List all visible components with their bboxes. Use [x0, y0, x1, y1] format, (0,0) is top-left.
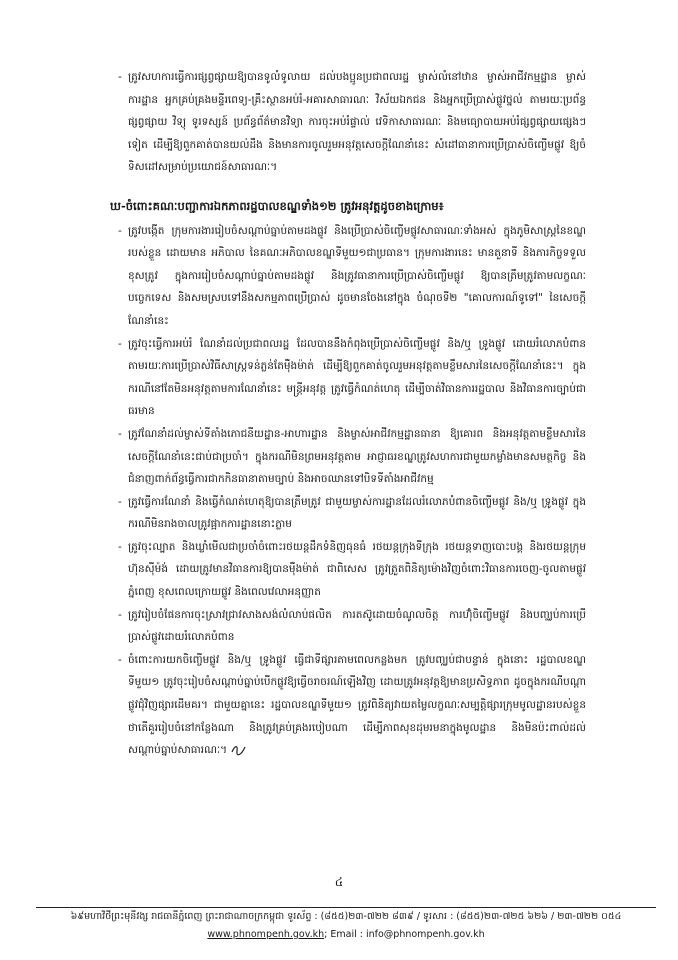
- bullet-text: ត្រូវសហការធ្វើការផ្សព្វផ្សាយឱ្យបានទូលំទូលាយ ដល់បងប្អូនប្រជាពលរដ្ឋ ម្ចាស់លំនៅឋាន ម្ចាស់អាជីវកម្មដ្ឋាន ម្ចាស់ការដ្ឋាន អ្នកគ្រប់គ្រងមន្ទីរពេទ្យ-គ្រឹះស្ថានអប់រំ-អគារសាធារណៈ វិស័យឯកជន និងអ្នកប្រើប្រាស់ផ្លូវថ្នល់ តាមរយៈប្រព័ន្ធផ្សព្វផ្សាយ វិទ្យុ ទូរទស្សន៍ ប្រព័ន្ធព័ត៌មានវិទ្យា ការចុះអប់រំផ្ទាល់ វេទិកាសាធារណៈ និងមធ្យោបាយអប់រំផ្សព្វផ្សាយផ្សេងៗទៀត ដើម្បីឱ្យពួកគាត់បានយល់ដឹង និងមានការចូលរួមអនុវត្តសេចក្តីណែនាំនេះ សំដៅធានាការប្រើប្រាស់ចិញ្ចើមផ្លូវ ឱ្យចំទិសដៅសម្រាប់ប្រយោជន៍សាធារណៈ។: [128, 71, 586, 174]
- bullet-text: ត្រូវណែនាំដល់ម្ចាស់ទីតាំងភោជនីយដ្ឋាន-អាហារដ្ឋាន និងម្ចាស់អាជីវកម្មដ្ឋានធានា ឱ្យគោរព និងអនុវត្តតាមខ្លឹមសារនៃសេចក្តីណែនាំនេះជាប់ជាប្រចាំ។ ក្នុងករណីមិនព្រមអនុវត្តតាម អាជ្ញាធរខណ្ឌត្រូវសហការជាមួយកម្លាំងមានសមត្ថកិច្ច និងជំនាញពាក់ព័ន្ធធ្វើការជាកកិនធានាតាមច្បាប់ និងអាចឈានទៅបិទទីតាំងអាជីវកម្ម: [128, 427, 586, 486]
- bullet-text: ត្រូវចុះធ្វើការអប់រំ ណែនាំដល់ប្រជាពលរដ្ឋ ដែលបាននឹងកំពុងប្រើប្រាស់ចិញ្ចើមផ្លូវ និង/ឬ ទ្រូងផ្លូវ ដោយរំលោភបំពាន តាមរយៈការប្រើប្រាស់វិធីសាស្ត្រទន់ភ្លន់តែម៉ឺងម៉ាត់ ដើម្បីឱ្យពួកគាត់ចូលរួមអនុវត្តតាមខ្លឹមសារនៃសេចក្តីណែនាំនេះ។ ក្នុងករណីនៅតែមិនអនុវត្តតាមការណែនាំនេះ មន្ត្រីអនុវត្ត ត្រូវធ្វើកំណត់ហេតុ ដើម្បីចាត់វិធានការរដ្ឋបាល និងវិធានការច្បាប់ជាធរមាន: [128, 337, 586, 418]
- bullet-dash: -: [118, 495, 122, 508]
- bullet-dash: -: [118, 337, 122, 350]
- bullet-item: [118, 220, 586, 333]
- bullet-dash: -: [118, 224, 122, 237]
- bullet-dash: -: [118, 608, 122, 621]
- bullet-item: [118, 604, 586, 649]
- footer-contact: [36, 926, 656, 944]
- bullet-dash: -: [118, 540, 122, 553]
- website-link[interactable]: www.phnompenh.gov.kh: [207, 929, 325, 940]
- bullet-dash: -: [118, 427, 122, 440]
- bullet-item: [118, 491, 586, 536]
- bullet-item: [118, 423, 586, 491]
- bullet-dash: -: [118, 653, 122, 666]
- bullet-item: [118, 536, 586, 604]
- bullet-text: ត្រូវបង្កើត ក្រុមការងាររៀបចំសណ្តាប់ធ្នាប់តាមដងផ្លូវ និងប្រើប្រាស់ចិញ្ចើមផ្លូវសាធារណៈទាំងអស់ ក្នុងភូមិសាស្ត្រនៃខណ្ឌរបស់ខ្លួន ដោយមាន អភិបាល នៃគណៈអភិបាលខណ្ឌទីមួយ១ជាប្រធាន។ ក្រុមការងារនេះ មានតួនាទី និងភារកិច្ចទទួលខុសត្រូវ ក្នុងការរៀបចំសណ្តាប់ធ្នាប់តាមដងផ្លូវ និងត្រូវធានាការប្រើប្រាស់ចិញ្ចើមផ្លូវ ឱ្យបានត្រឹមត្រូវតាមលក្ខណៈបច្ចេកទេស និងសមស្របទៅនឹងសកម្មភាពប្រើប្រាស់ ដូចមានចែងនៅក្នុង ចំណុចទី២ "គោលការណ៍ទូទៅ" នៃសេចក្តីណែនាំនេះ: [128, 224, 586, 327]
- bullet-item: [118, 649, 586, 762]
- bullet-text: [128, 649, 586, 762]
- page-number: ៤: [334, 875, 344, 889]
- footer-separator: ; Email :: [324, 929, 366, 940]
- section-heading: ឃ-ចំពោះគណៈបញ្ជាការឯកភាពរដ្ឋបាលខណ្ឌទាំង១២ ត្រូវអនុវត្តដូចខាងក្រោម៖: [110, 198, 444, 213]
- bullet-text: ត្រូវរៀបចំផែនការចុះស្រាវជ្រាវសាងសង់លំលាប់ផលិត ការតស៊ូដោយចំណូលចិត្ត ការហ៊ុំចិញ្ចើមផ្លូវ និងបញ្ឈប់ការប្រើប្រាស់ផ្លូវដោយរំលោភបំពាន: [128, 608, 586, 644]
- footer-address: ៦៩មហាវិថីព្រះមុនីវង្ស រាជធានីភ្នំពេញ ព្រះរាជាណាចក្រកម្ពុជា ទូរស័ព្ទ : (៨៥៥)២៣-៧២២ ៨៣៩ / ទូរសារ : (៨៥៥)២៣-៧២៥ ៦២៦ / ២៣-៧២២ ០៥៤: [70, 911, 622, 922]
- email-link[interactable]: info@phnompenh.gov.kh: [365, 929, 485, 940]
- bullet-item: [118, 333, 586, 423]
- bullet-text: ត្រូវធ្វើការណែនាំ និងធ្វើកំណត់ហេតុឱ្យបានត្រឹមត្រូវ ជាមួយម្ចាស់ការដ្ឋានដែលរំលោភបំពានចិញ្ចើមផ្លូវ និង/ឬ ទ្រូងផ្លូវ ក្នុងករណីមិនរាងចាលត្រូវផ្អាកការដ្ឋាននោះភ្លាម: [128, 495, 586, 531]
- bullet-text-content: ចំពោះការយកចិញ្ចើមផ្លូវ និង/ឬ ទ្រូងផ្លូវ ធ្វើជាទីផ្សារតាមពេលកន្លងមក ត្រូវបញ្ឈប់ជាបន្ទាន់ ក្នុងនោះ រដ្ឋបាលខណ្ឌទីមួយ១ ត្រូវចុះរៀបចំសណ្តាប់ធ្នាប់បើកផ្លូវឱ្យធ្វើចរាចរណ៍ឡើងវិញ ដោយត្រូវអនុវត្តឱ្យមានប្រសិទ្ធភាព ដូចក្នុងករណីបណ្តាផ្លូវជុំវិញផ្សារដើមគរ។ ជាមួយគ្នានេះ រដ្ឋបាលខណ្ឌទីមួយ១ ត្រូវពិនិត្យវាយតម្លៃលក្ខណៈសម្បត្តិផ្សារក្រុមមូលដ្ឋានរបស់ខ្លួន ថាតើគួររៀបចំនៅកន្លែងណា និងត្រូវគ្រប់គ្រងរបៀបណា ដើម្បីភាពសុខដុមរមនាក្នុងមូលដ្ឋាន និងមិនប៉ះពាល់ដល់សណ្តាប់ធ្នាប់សាធារណៈ។: [128, 653, 586, 757]
- page-footer: [36, 907, 656, 944]
- bullet-text: ត្រូវចុះល្បាត និងឃ្លាំមើលជាប្រចាំចំពោះរថយន្តដឹកទំនិញធុនធំ រថយន្តក្រុងទីក្រុង រថយន្តទាញបោះបង្គ និងរថយន្តក្រុមហ៊ុនស៊ីម៉ង់ ដោយត្រូវមានវិធានការឱ្យបានម៉ឺងម៉ាត់ ជាពិសេស ត្រូវត្រួតពិនិត្យម៉ោងវិញចំពោះវិធានការចេញ-ចូលតាមផ្លូវភ្នំពេញ ខុសពេលក្រោយផ្លូវ និងពេលវេលាអនុញ្ញាត: [128, 540, 586, 599]
- initials-signature-icon: [230, 743, 248, 757]
- bullet-item: [118, 66, 586, 179]
- bullet-dash: -: [118, 71, 122, 83]
- document-body: [110, 66, 586, 762]
